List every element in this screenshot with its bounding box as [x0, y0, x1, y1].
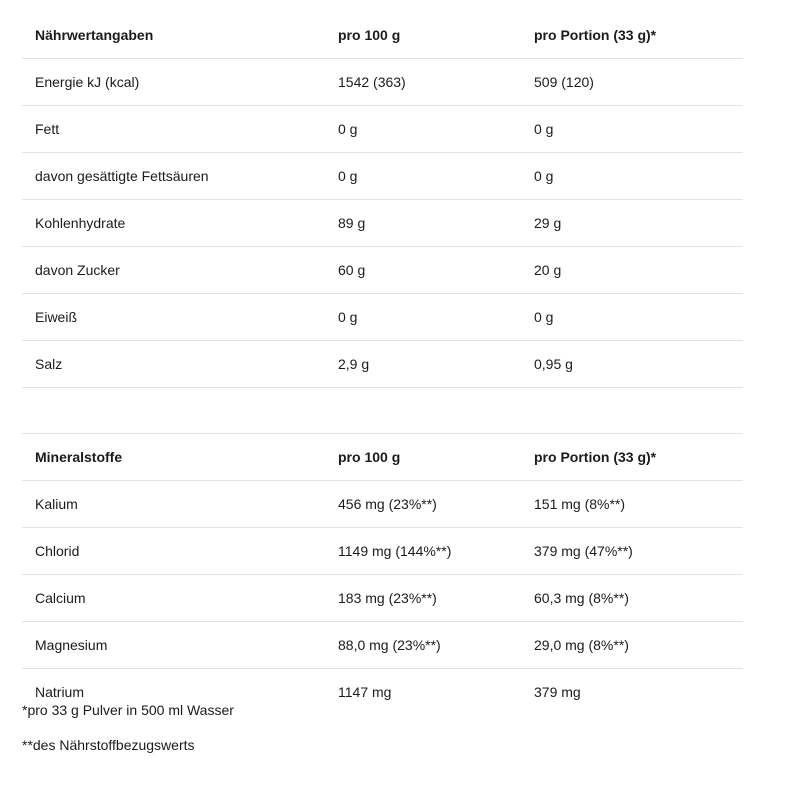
mineral-name: Calcium: [22, 575, 325, 622]
value-per-portion: 0 g: [521, 294, 743, 341]
column-header-per-portion: pro Portion (33 g)*: [521, 12, 743, 59]
column-header-per-portion: pro Portion (33 g)*: [521, 434, 743, 481]
mineral-name: Magnesium: [22, 622, 325, 669]
nutrient-name: Energie kJ (kcal): [22, 59, 325, 106]
table-row: [22, 528, 743, 575]
nutrient-name: Fett: [22, 106, 325, 153]
value-per-portion: 151 mg (8%**): [521, 481, 743, 528]
table-row: [22, 153, 743, 200]
mineral-name: Kalium: [22, 481, 325, 528]
column-header-mineral: Mineralstoffe: [22, 434, 325, 481]
table-row: [22, 59, 743, 106]
value-per-100g: 1147 mg: [338, 684, 392, 700]
value-per-100g: 89 g: [325, 200, 521, 247]
nutrient-name: Kohlenhydrate: [22, 200, 325, 247]
value-per-portion: 29,0 mg (8%**): [521, 622, 743, 669]
value-per-portion: 20 g: [521, 247, 743, 294]
table-row: [22, 622, 743, 669]
table-row: [22, 247, 743, 294]
value-per-portion: 379 mg: [534, 684, 581, 700]
column-header-per-100g: pro 100 g: [325, 12, 521, 59]
mineral-name: Chlorid: [22, 528, 325, 575]
column-header-nutrient: Nährwertangaben: [22, 12, 325, 59]
value-per-portion: 0 g: [521, 153, 743, 200]
table-row: [22, 341, 743, 388]
table-header-row: [22, 434, 743, 481]
table-row: [22, 200, 743, 247]
table-row: [22, 294, 743, 341]
footnote-reference-value: **des Nährstoffbezugswerts: [22, 737, 195, 753]
value-per-100g: 2,9 g: [325, 341, 521, 388]
nutrition-table: [22, 12, 743, 388]
footnote-portion: *pro 33 g Pulver in 500 ml Wasser: [22, 702, 234, 718]
value-per-100g: 0 g: [325, 294, 521, 341]
value-per-portion: 379 mg (47%**): [521, 528, 743, 575]
nutrient-name: davon Zucker: [22, 247, 325, 294]
value-per-portion: 60,3 mg (8%**): [521, 575, 743, 622]
nutrition-info-panel: [22, 12, 743, 753]
value-per-100g: 456 mg (23%**): [325, 481, 521, 528]
mineral-name: Natrium: [35, 684, 85, 700]
value-per-portion: 0,95 g: [521, 341, 743, 388]
table-row: [22, 106, 743, 153]
value-per-100g: 88,0 mg (23%**): [325, 622, 521, 669]
value-per-100g: 0 g: [325, 106, 521, 153]
table-header-row: [22, 12, 743, 59]
section-divider: [22, 388, 743, 434]
value-per-portion: 0 g: [521, 106, 743, 153]
value-per-100g: 1149 mg (144%**): [325, 528, 521, 575]
minerals-table: [22, 434, 743, 715]
table-row: [22, 575, 743, 622]
column-header-per-100g: pro 100 g: [325, 434, 521, 481]
value-per-100g: 60 g: [325, 247, 521, 294]
value-per-100g: 183 mg (23%**): [325, 575, 521, 622]
nutrient-name: davon gesättigte Fettsäuren: [22, 153, 325, 200]
nutrient-name: Eiweiß: [22, 294, 325, 341]
value-per-100g: 0 g: [325, 153, 521, 200]
nutrient-name: Salz: [22, 341, 325, 388]
value-per-100g: 1542 (363): [325, 59, 521, 106]
table-row: [22, 481, 743, 528]
value-per-portion: 29 g: [521, 200, 743, 247]
value-per-portion: 509 (120): [521, 59, 743, 106]
